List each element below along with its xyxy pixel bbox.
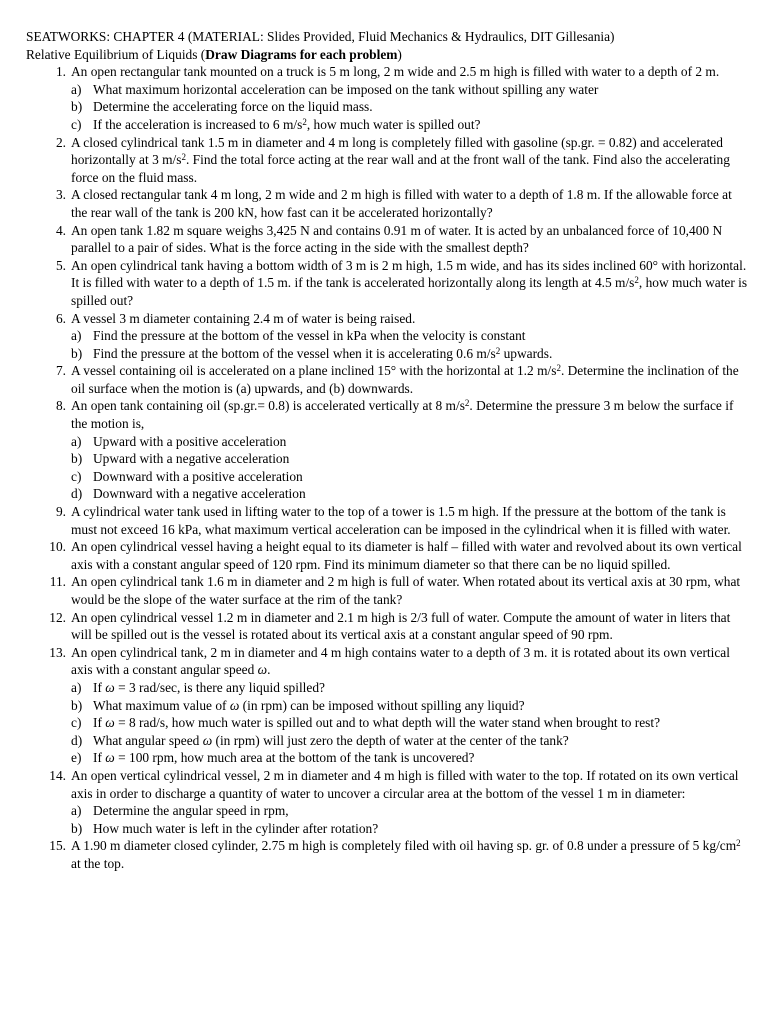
problem-body: [71, 767, 748, 837]
superscript: 2: [464, 398, 470, 409]
sub-question-label: d): [71, 732, 83, 748]
problem-item: [26, 222, 748, 257]
problem-number: 13.: [49, 644, 66, 660]
problem-body: [71, 397, 748, 503]
text-segment: Determine the angular speed in rpm,: [93, 803, 289, 819]
sub-question-list: [71, 433, 748, 503]
sub-question-text: [93, 485, 748, 503]
problem-text: [71, 186, 748, 221]
problem-item: [26, 503, 748, 538]
sub-question: [71, 433, 748, 451]
problem-text: [71, 503, 748, 538]
text-segment: An open vertical cylindrical vessel, 2 m in diameter and 4 m high is filled with water to the top. If rotated on its own vertical axis in order to discharge a quantity of water to uncover a circular area at the bottom of the vessel 1 m in diameter:: [71, 767, 739, 801]
omega-symbol: ω: [229, 697, 240, 713]
text-segment: An open cylindrical vessel having a height equal to its diameter is half – filled with water and revolved about its own vertical axis with a constant angular speed of 120 rpm. Find its minimum diameter so that there can be no liquid spilled.: [71, 539, 742, 572]
problem-item: [26, 538, 748, 573]
problem-item: [26, 644, 748, 767]
sub-question-label: e): [71, 750, 82, 766]
problem-list: [26, 63, 748, 872]
sub-question: [71, 820, 748, 838]
text-segment: An open cylindrical tank 1.6 m in diameter and 2 m high is full of water. When rotated about its vertical axis at 30 rpm, what would be the slope of the water surface at the rim of the tank?: [71, 574, 741, 607]
problem-item: [26, 186, 748, 221]
problem-item: [26, 257, 748, 310]
problem-item: [26, 63, 748, 133]
text-segment: What maximum horizontal acceleration can be imposed on the tank without spilling any water: [93, 81, 599, 97]
problem-number: 1.: [55, 64, 66, 80]
problem-number: 9.: [55, 504, 66, 520]
sub-question-text: [93, 714, 748, 732]
problem-item: [26, 310, 748, 363]
text-segment: An open tank 1.82 m square weighs 3,425 N and contains 0.91 m of water. It is acted by an unbalanced force of 10,400 N parallel to a pair of sides. What is the force acting in the side with the smallest depth?: [71, 222, 723, 256]
text-segment: An open rectangular tank mounted on a truck is 5 m long, 2 m wide and 2.5 m high is filled with water to a depth of 2 m.: [71, 64, 720, 80]
text-segment: at the top.: [71, 855, 125, 871]
sub-question-text: [93, 802, 748, 820]
problem-text: [71, 134, 748, 187]
problem-body: [71, 222, 748, 257]
problem-body: [71, 63, 748, 133]
sub-question-label: a): [71, 679, 82, 695]
sub-question-label: a): [71, 81, 82, 97]
sub-question: [71, 714, 748, 732]
sub-question-label: a): [71, 328, 82, 344]
superscript: 2: [556, 363, 561, 374]
sub-question: [71, 116, 748, 134]
text-segment: Upward with a negative acceleration: [93, 451, 290, 467]
problem-text: [71, 767, 748, 802]
sub-question: [71, 468, 748, 486]
problem-number: 14.: [49, 767, 66, 783]
problem-number: 3.: [55, 187, 66, 203]
problem-number: 15.: [49, 838, 66, 854]
problem-item: [26, 397, 748, 503]
problem-body: [71, 837, 748, 872]
sub-question-text: [93, 732, 748, 750]
text-segment: = 3 rad/sec, is there any liquid spilled?: [114, 679, 325, 695]
text-segment: What maximum value of: [93, 697, 230, 713]
text-segment: If: [93, 715, 106, 731]
subtitle-close: ): [397, 46, 402, 62]
sub-question-text: [93, 697, 748, 715]
problem-item: [26, 837, 748, 872]
sub-question-text: [93, 327, 748, 345]
problem-body: [71, 362, 748, 397]
sub-question-label: c): [71, 468, 82, 484]
sub-question-text: [93, 81, 748, 99]
text-segment: . Determine the inclination of the oil surface when the motion is (a) upwards, and (b) downwards.: [71, 363, 739, 396]
sub-question-label: b): [71, 697, 83, 713]
sub-question-text: [93, 679, 748, 697]
sub-question-label: d): [71, 486, 83, 502]
text-segment: If the acceleration is increased to 6 m/s: [93, 116, 303, 132]
problem-body: [71, 310, 748, 363]
sub-question: [71, 81, 748, 99]
text-segment: An open tank containing oil (sp.gr.= 0.8) is accelerated vertically at 8 m/s: [71, 398, 465, 414]
sub-question-label: c): [71, 116, 82, 132]
sub-question: [71, 485, 748, 503]
problem-text: [71, 257, 748, 310]
problem-body: [71, 503, 748, 538]
problem-body: [71, 257, 748, 310]
sub-question-label: b): [71, 99, 83, 115]
sub-question-text: [93, 433, 748, 451]
problem-body: [71, 186, 748, 221]
sub-question: [71, 450, 748, 468]
problem-body: [71, 538, 748, 573]
problem-number: 4.: [55, 222, 66, 238]
text-segment: . Determine the pressure 3 m below the surface if the motion is,: [71, 398, 734, 432]
sub-question: [71, 732, 748, 750]
text-segment: Determine the accelerating force on the liquid mass.: [93, 99, 373, 115]
text-segment: A vessel 3 m diameter containing 2.4 m of water is being raised.: [71, 310, 416, 326]
text-segment: (in rpm) will just zero the depth of water at the center of the tank?: [212, 732, 569, 748]
text-segment: (in rpm) can be imposed without spilling any liquid?: [239, 697, 525, 713]
text-segment: How much water is left in the cylinder after rotation?: [93, 820, 379, 836]
text-segment: = 100 rpm, how much area at the bottom of the tank is uncovered?: [114, 750, 475, 766]
problem-item: [26, 362, 748, 397]
omega-symbol: ω: [105, 715, 115, 731]
problem-number: 2.: [55, 134, 66, 150]
superscript: 2: [736, 838, 741, 849]
sub-question-label: b): [71, 451, 83, 467]
superscript: 2: [634, 275, 639, 286]
text-segment: .: [267, 662, 271, 678]
sub-question: [71, 697, 748, 715]
superscript: 2: [302, 116, 307, 127]
problem-number: 7.: [55, 363, 66, 379]
text-segment: Find the pressure at the bottom of the vessel when it is accelerating 0.6 m/s: [93, 345, 496, 361]
problem-text: [71, 362, 748, 397]
sub-question-list: [71, 81, 748, 134]
problem-text: [71, 397, 748, 432]
sub-question-text: [93, 749, 748, 767]
sub-question: [71, 327, 748, 345]
sub-question-list: [71, 802, 748, 837]
problem-number: 8.: [55, 398, 66, 414]
problem-body: [71, 609, 748, 644]
text-segment: upwards.: [500, 345, 553, 361]
problem-text: [71, 310, 748, 328]
problem-text: [71, 538, 748, 573]
sub-question: [71, 679, 748, 697]
text-segment: An open cylindrical tank having a bottom width of 3 m is 2 m high, 1.5 m wide, and has its sides inclined 60° with horizontal. It is filled with water to a depth of 1.5 m. if the tank is accelerated horizontally along its length at 4.5 m/s: [71, 257, 747, 291]
text-segment: A 1.90 m diameter closed cylinder, 2.75 m high is completely filed with oil having sp. gr. of 0.8 under a pressure of 5 kg/cm: [71, 838, 737, 854]
omega-symbol: ω: [257, 662, 268, 678]
text-segment: = 8 rad/s, how much water is spilled out and to what depth will the water stand when brought to rest?: [114, 715, 661, 731]
superscript: 2: [181, 152, 186, 163]
problem-item: [26, 767, 748, 837]
text-segment: , how much water is spilled out?: [306, 116, 481, 132]
sub-question-label: c): [71, 715, 82, 731]
sub-question-text: [93, 116, 748, 134]
text-segment: A closed rectangular tank 4 m long, 2 m wide and 2 m high is filled with water to a depth of 1.8 m. If the allowable force at the rear wall of the tank is 200 kN, how fast can it be accelerated horizontally?: [71, 187, 732, 220]
problem-number: 11.: [49, 574, 66, 590]
problem-text: [71, 837, 748, 872]
problem-text: [71, 644, 748, 679]
sub-question-label: b): [71, 345, 83, 361]
text-segment: An open cylindrical tank, 2 m in diameter and 4 m high contains water to a depth of 3 m. it is rotated about its own vertical axis with a constant angular speed: [71, 644, 730, 678]
sub-question-text: [93, 450, 748, 468]
sub-question-list: [71, 679, 748, 767]
problem-number: 6.: [55, 310, 66, 326]
sub-question: [71, 345, 748, 363]
text-segment: A cylindrical water tank used in lifting water to the top of a tower is 1.5 m high. If the pressure at the bottom of the tank is must not exceed 16 kPa, what maximum vertical acceleration can be imposed in the cylindrical when it is filled with water.: [71, 504, 731, 537]
problem-number: 5.: [55, 257, 66, 273]
omega-symbol: ω: [105, 679, 115, 695]
sub-question-text: [93, 820, 748, 838]
problem-text: [71, 609, 748, 644]
text-segment: What angular speed: [93, 732, 203, 748]
problem-item: [26, 134, 748, 187]
problem-item: [26, 573, 748, 608]
problem-body: [71, 573, 748, 608]
text-segment: . Find the total force acting at the rear wall and at the front wall of the tank. Find also the accelerating force on the fluid mass.: [71, 152, 730, 185]
problem-text: [71, 63, 748, 81]
subtitle-bold-instruction: Draw Diagrams for each problem: [205, 46, 398, 62]
problem-item: [26, 609, 748, 644]
sub-question-label: a): [71, 803, 82, 819]
text-segment: If: [93, 750, 106, 766]
problem-text: [71, 222, 748, 257]
worksheet-title: SEATWORKS: CHAPTER 4 (MATERIAL: Slides Provided, Fluid Mechanics & Hydraulics, DIT Gillesania): [26, 29, 615, 44]
problem-text: [71, 573, 748, 608]
text-segment: Find the pressure at the bottom of the vessel in kPa when the velocity is constant: [93, 328, 526, 344]
subtitle-text: Relative Equilibrium of Liquids (: [26, 46, 206, 62]
omega-symbol: ω: [202, 732, 213, 748]
worksheet-subtitle: [26, 46, 748, 64]
text-segment: A closed cylindrical tank 1.5 m in diameter and 4 m long is completely filled with gasoline (sp.gr. = 0.82) and accelerated horizontally at 3 m/s: [71, 134, 723, 168]
text-segment: Downward with a positive acceleration: [93, 468, 303, 484]
sub-question: [71, 749, 748, 767]
omega-symbol: ω: [105, 750, 115, 766]
text-segment: Downward with a negative acceleration: [93, 486, 306, 502]
sub-question-text: [93, 345, 748, 363]
sub-question-list: [71, 327, 748, 362]
sub-question-label: b): [71, 820, 83, 836]
text-segment: If: [93, 679, 106, 695]
sub-question: [71, 98, 748, 116]
problem-number: 10.: [49, 539, 66, 555]
problem-number: 12.: [49, 609, 66, 625]
text-segment: An open cylindrical vessel 1.2 m in diameter and 2.1 m high is 2/3 full of water. Compute the amount of water in liters that will be spilled out is the vessel is rotated about its vertical axis at a constant angular speed of 90 rpm.: [71, 609, 731, 643]
problem-body: [71, 134, 748, 187]
sub-question-text: [93, 98, 748, 116]
text-segment: Upward with a positive acceleration: [93, 433, 287, 449]
text-segment: , how much water is spilled out?: [71, 275, 748, 308]
sub-question-text: [93, 468, 748, 486]
superscript: 2: [495, 345, 501, 356]
sub-question: [71, 802, 748, 820]
sub-question-label: a): [71, 433, 82, 449]
problem-body: [71, 644, 748, 767]
text-segment: A vessel containing oil is accelerated on a plane inclined 15° with the horizontal at 1.2 m/s: [71, 363, 557, 379]
